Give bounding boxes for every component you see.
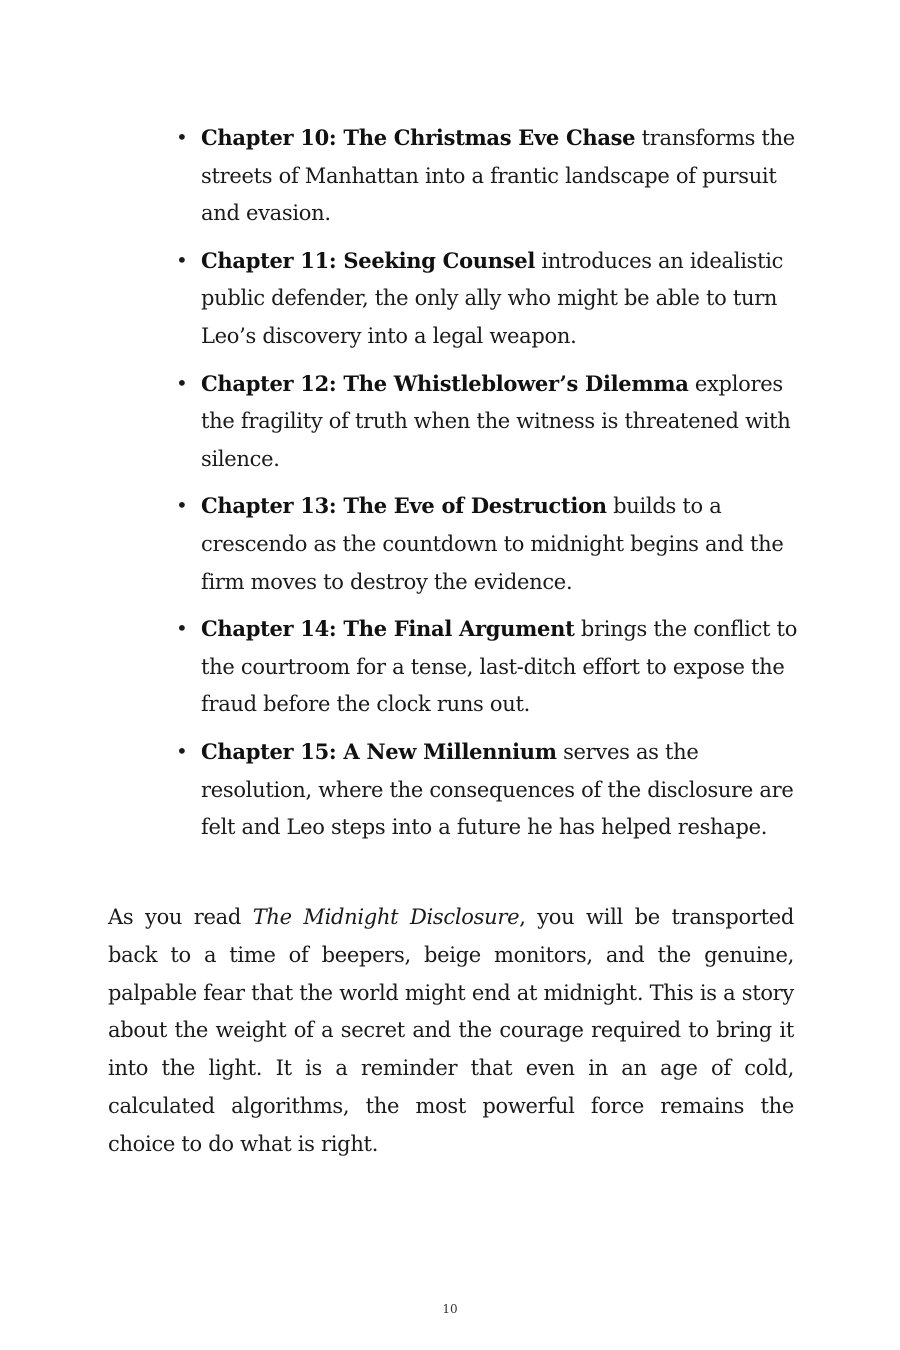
bullet-icon: • [176,125,188,149]
chapter-list [176,119,801,856]
book-title: The Midnight Disclosure [252,905,520,929]
chapter-description: transforms the streets of Manhattan into a frantic landscape of pursuit and evasion. [201,126,795,226]
chapter-description: explores the fragility of truth when the witness is threatened with silence. [201,371,791,471]
closing-body: , you will be transported back to a time of beepers, beige monitors, and the genuine, palpable fear that the world might end at midnight. This is a story about the weight of a secret and the courage required to bring it into the light. It is a reminder that even in an age of cold, calculated algorithms, the most powerful force remains the choice to do what is right. [108,905,794,1156]
bullet-icon: • [176,738,188,763]
bullet-icon: • [176,493,188,518]
chapter-title: Chapter 13: The Eve of Destruction [201,493,607,519]
list-item [176,610,801,724]
chapter-description: introduces an idealistic public defender, the only ally who might be able to turn Leo’s discovery into a legal weapon. [201,248,784,348]
chapter-title: Chapter 15: A New Millennium [201,738,557,764]
chapter-description: serves as the resolution, where the consequences of the disclosure are felt and Leo steps into a future he has helped reshape. [201,739,794,840]
list-item [176,242,801,356]
chapter-title: Chapter 11: Seeking Counsel [201,247,535,273]
closing-paragraph [108,899,794,1164]
list-item [176,733,801,847]
bullet-icon: • [176,370,188,395]
page-number: 10 [442,1302,458,1316]
chapter-description: builds to a crescendo as the countdown to midnight begins and the firm moves to destroy the evidence. [201,494,784,594]
bullet-icon: • [176,247,188,272]
closing-intro: As you read [108,905,253,929]
list-item [176,365,801,479]
chapter-title: Chapter 14: The Final Argument [201,616,575,642]
bullet-icon: • [176,616,188,641]
chapter-title: Chapter 12: The Whistleblower’s Dilemma [201,370,689,396]
chapter-description: brings the conflict to the courtroom for a tense, last-ditch effort to expose the fraud before the clock runs out. [201,617,798,717]
chapter-title: Chapter 10: The Christmas Eve Chase [201,125,636,150]
list-item [176,487,801,601]
list-item [176,119,801,233]
